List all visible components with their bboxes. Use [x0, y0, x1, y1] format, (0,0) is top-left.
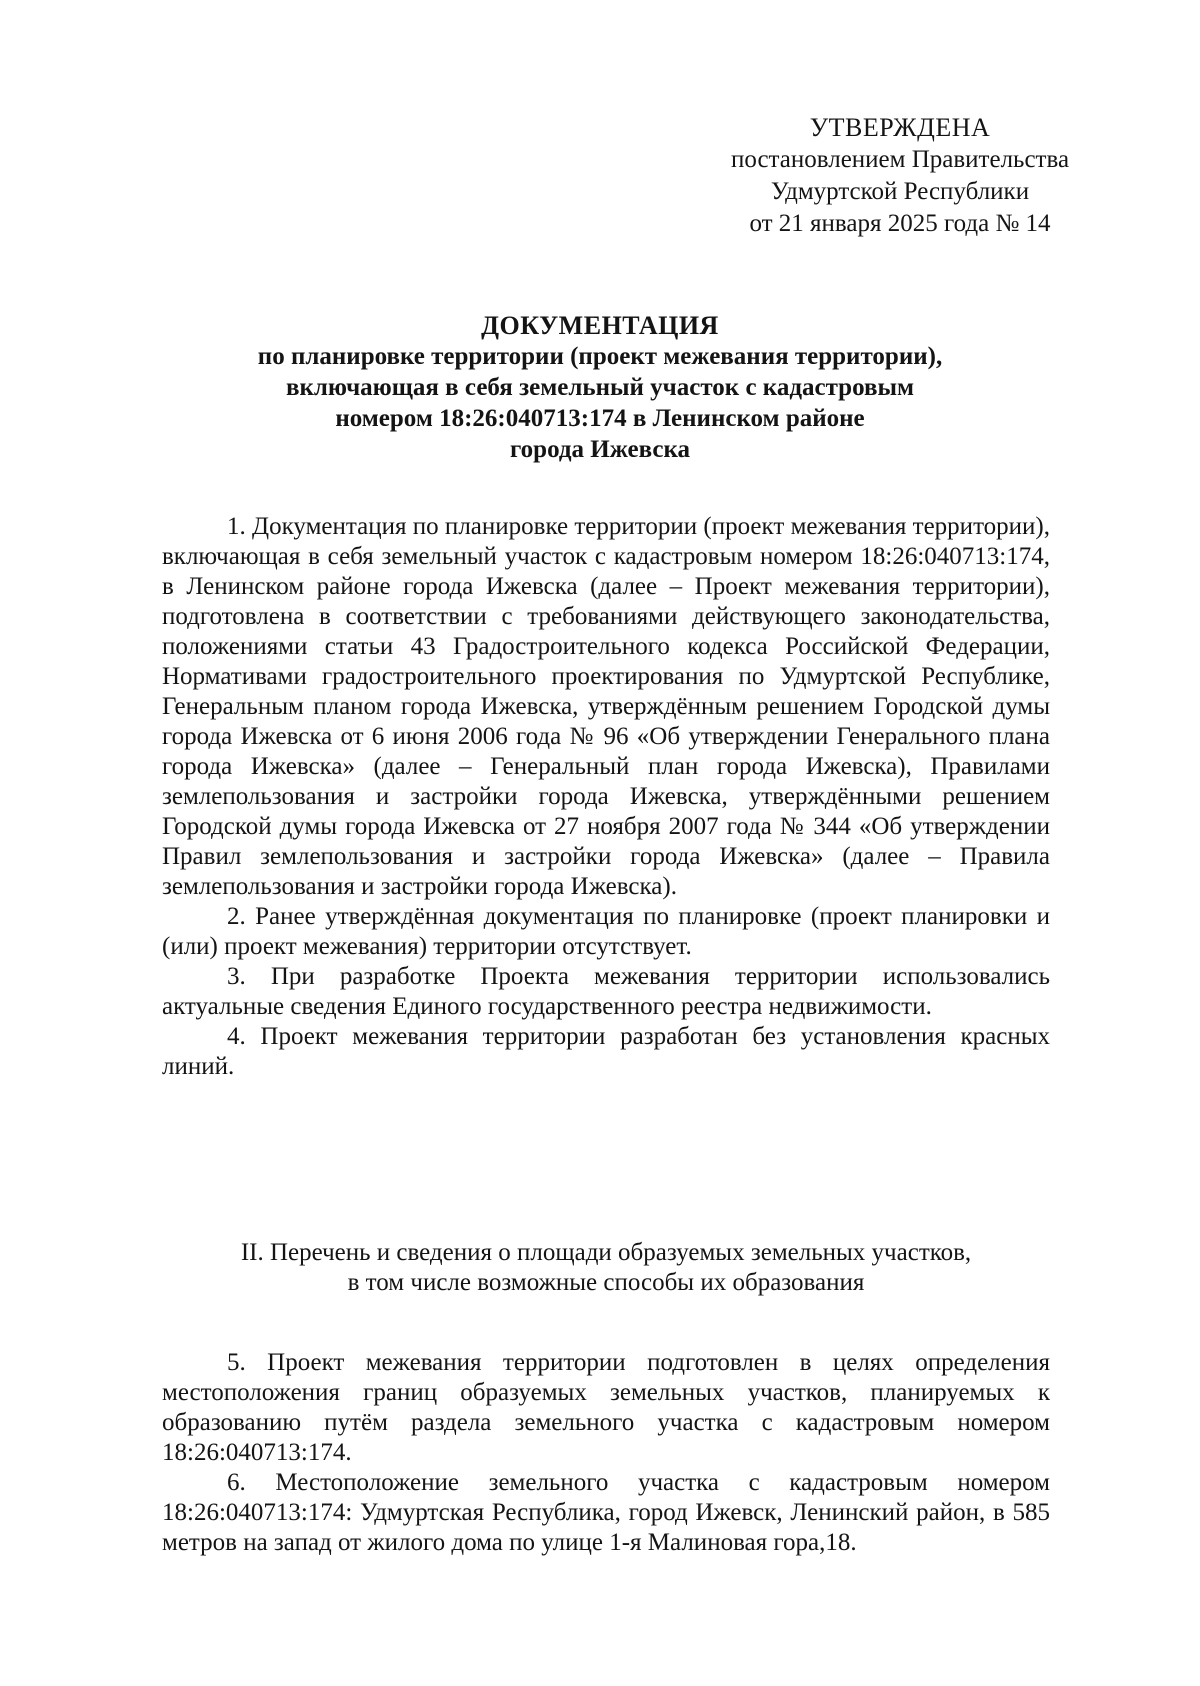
document-title-line-2: включающая в себя земельный участок с кадастровым [286, 374, 914, 401]
section-2-heading-line-2: в том числе возможные способы их образования [347, 1269, 865, 1296]
approval-line-2: Удмуртской Республики [770, 178, 1030, 205]
paragraph-5: 5. Проект межевания территории подготовлен в целях определения местоположения границ образуемых земельных участков, планируемых к образованию путём раздела земельного участка с кадастровым номером 18:26:040713:174. [162, 1349, 1050, 1466]
paragraph-2: 2. Ранее утверждённая документация по планировке (проект планировки и (или) проект межевания) территории отсутствует. [162, 903, 1050, 960]
paragraph-6: 6. Местоположение земельного участка с кадастровым номером 18:26:040713:174: Удмуртская Республика, город Ижевск, Ленинский район, в 585 метров на запад от жилого дома по улице 1-я Малиновая гора,18. [162, 1469, 1050, 1556]
document-title-line-3: номером 18:26:040713:174 в Ленинском районе [335, 405, 865, 432]
section-2-heading-line-1: II. Перечень и сведения о площади образуемых земельных участков, [240, 1239, 972, 1266]
paragraph-1: 1. Документация по планировке территории (проект межевания территории), включающая в себя земельный участок с кадастровым номером 18:26:040713:174, в Ленинском районе города Ижевска (далее – Проект межевания территории), подготовлена в соответствии с требованиями действующего законодательства, положениями статьи 43 Градостроительного кодекса Российской Федерации, Нормативами градостроительного проектирования по Удмуртской Республике, Генеральным планом города Ижевска, утверждённым решением Городской думы города Ижевска от 6 июня 2006 года № 96 «Об утверждении Генерального плана города Ижевска» (далее – Генеральный план города Ижевска), Правилами землепользования и застройки города Ижевска, утверждёнными решением Городской думы города Ижевска от 27 ноября 2007 года № 344 «Об утверждении Правил землепользования и застройки города Ижевска» (далее – Правила землепользования и застройки города Ижевска). [162, 513, 1050, 900]
paragraph-4: 4. Проект межевания территории разработан без установления красных линий. [162, 1023, 1050, 1080]
section-2-heading [162, 1238, 1050, 1298]
document-title-main: ДОКУМЕНТАЦИЯ [481, 311, 719, 340]
section-2-body [162, 1348, 1050, 1558]
approval-line-1: постановлением Правительства [730, 146, 1070, 173]
document-title-line-1: по планировке территории (проект межевания территории), [257, 343, 943, 370]
section-1-body [162, 512, 1050, 1082]
paragraph-3: 3. При разработке Проекта межевания территории использовались актуальные сведения Единого государственного реестра недвижимости. [162, 963, 1050, 1020]
approval-title: УТВЕРЖДЕНА [809, 113, 991, 142]
document-title-line-4: города Ижевска [509, 436, 691, 463]
document-title [150, 310, 1050, 465]
approval-line-3: от 21 января 2025 года № 14 [749, 210, 1051, 237]
approval-stamp [690, 112, 1110, 240]
